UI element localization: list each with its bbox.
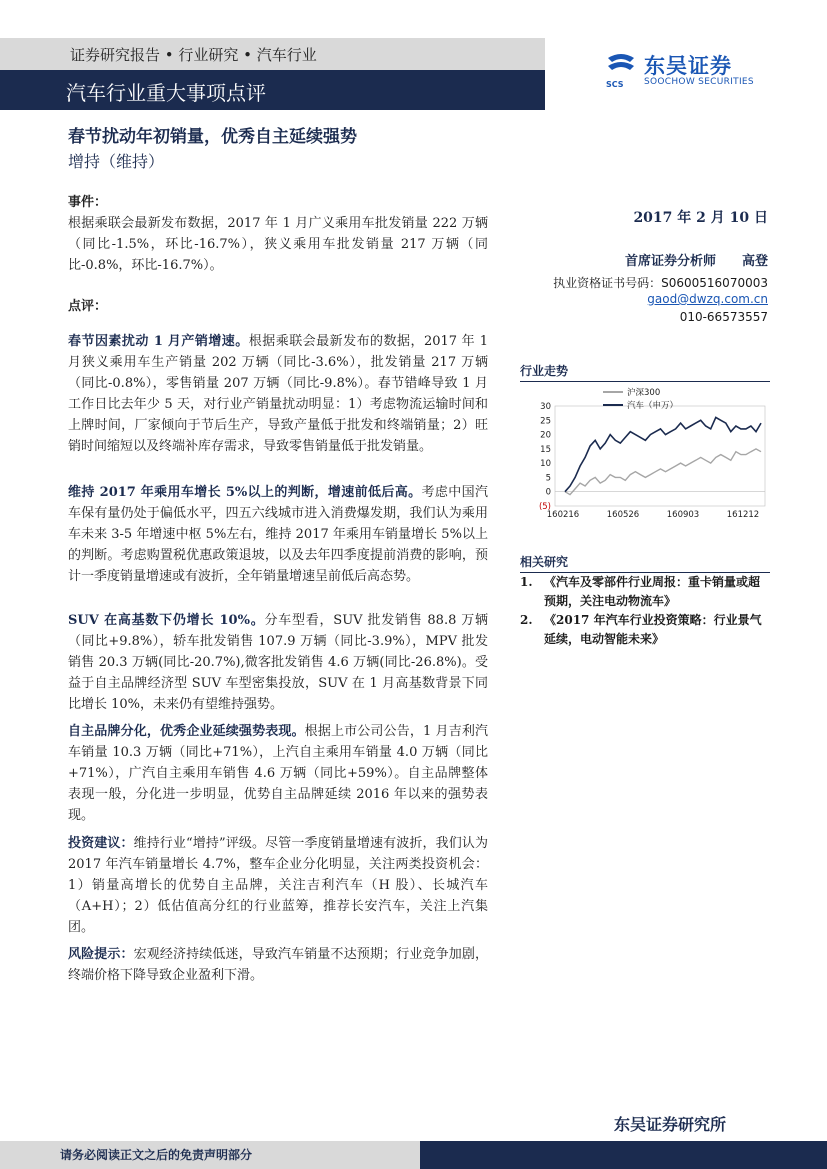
paragraph-5-lead: 投资建议： bbox=[68, 836, 134, 851]
event-label: 事件： bbox=[68, 195, 108, 210]
analyst-email-link[interactable]: gaod@dwzq.com.cn bbox=[647, 292, 768, 306]
paragraph-3-lead: SUV 在高基数下仍增长 10%。 bbox=[68, 613, 265, 628]
related-item-2-num: 2. bbox=[520, 613, 533, 627]
paragraph-1-lead: 春节因素扰动 1 月产销增速。 bbox=[68, 334, 249, 349]
paragraph-3 bbox=[68, 610, 488, 715]
paragraph-1 bbox=[68, 331, 488, 457]
logo-abbr: SCS bbox=[606, 80, 624, 89]
paragraph-3-body: 分车型看，SUV 批发销售 88.8 万辆（同比+9.8%），轿车批发销售 107.9 万辆（同比-3.9%），MPV 批发销售 20.3 万辆(同比-20.7%),微客批发销售 4.6 万辆(同比-26.8%)。受益于自主品牌经济型 SUV 车型密集投放，SUV 在 1 月高基数背景下同比增长 10%，未来仍有望维持强势。 bbox=[68, 613, 489, 712]
chart-y-tick-label: 15 bbox=[540, 444, 551, 455]
footer-org: 东吴证券研究所 bbox=[614, 1115, 727, 1134]
header-category-bar bbox=[0, 38, 545, 70]
paragraph-2 bbox=[68, 482, 488, 587]
analyst-phone: 010-66573557 bbox=[679, 310, 768, 324]
logo-name-en: SOOCHOW SECURITIES bbox=[644, 77, 754, 87]
footer-disclaimer: 请务必阅读正文之后的免责声明部分 bbox=[60, 1148, 253, 1162]
event-text: 根据乘联会最新发布数据，2017 年 1 月广义乘用车批发销量 222 万辆（同比-1.5%，环比-16.7%），狭义乘用车批发销量 217 万辆（同比-0.8%，环比-16.7%）。 bbox=[68, 216, 488, 273]
paragraph-4-body: 根据上市公司公告，1 月吉利汽车销量 10.3 万辆（同比+71%），上汽自主乘用车销量 4.0 万辆（同比+71%），广汽自主乘用车销售 4.6 万辆（同比+59%）。自主品牌整体表现一般，分化进一步明显，优势自主品牌延续 2016 年以来的强势表现。 bbox=[68, 724, 488, 823]
chart-y-tick-label: 25 bbox=[540, 416, 551, 427]
event-section bbox=[68, 192, 488, 276]
paragraph-2-body: 考虑中国汽车保有量仍处于偏低水平，四五六线城市进入消费爆发期，我们认为乘用车未来 3-5 年增速中枢 5%左右，维持 2017 年乘用车销量增长 5%以上的判断。考虑购置税优惠政策退坡，以及去年四季度提前消费的影响，预计一季度销量增速或有波折，全年销量增速呈前低后高态势。 bbox=[68, 485, 488, 584]
chart-y-tick-label: 30 bbox=[540, 402, 551, 412]
chart-series-line-1 bbox=[565, 449, 761, 495]
logo-name-cn: 东吴证券 bbox=[644, 54, 732, 78]
chart-x-tick-label: 160526 bbox=[606, 510, 640, 520]
comment-label: 点评： bbox=[68, 299, 108, 314]
chart-x-tick-label: 161212 bbox=[726, 510, 760, 520]
chart-y-tick-label: (5) bbox=[538, 502, 551, 512]
chart-y-tick-label: 5 bbox=[545, 473, 551, 484]
email-line bbox=[520, 292, 768, 306]
paragraph-6 bbox=[68, 944, 488, 986]
logo-mark-icon bbox=[604, 50, 638, 84]
chart-legend-label-2: 汽车（申万） bbox=[627, 401, 679, 411]
paragraph-6-lead: 风险提示： bbox=[68, 947, 134, 962]
related-item-1-num: 1. bbox=[520, 575, 533, 589]
paragraph-5-body: 维持行业“增持”评级。尽管一季度销量增速有波折，我们认为 2017 年汽车销量增长 4.7%，整车企业分化明显，关注两类投资机会：1）销量高增长的优势自主品牌，关注吉利汽车（H 股）、长城汽车（A+H）；2）低估值高分红的行业蓝筹，推荐长安汽车，关注上汽集团。 bbox=[68, 836, 488, 935]
paragraph-5 bbox=[68, 833, 488, 938]
trend-section-header: 行业走势 bbox=[520, 362, 770, 382]
chart-series-line-2 bbox=[565, 417, 761, 491]
header-report-type-bar bbox=[0, 70, 545, 110]
company-logo bbox=[604, 50, 774, 92]
paragraph-4-lead: 自主品牌分化，优秀企业延续强势表现。 bbox=[68, 724, 305, 739]
report-date: 2017 年 2 月 10 日 bbox=[633, 210, 768, 226]
chart-y-tick-label: 20 bbox=[540, 430, 551, 441]
related-item-1-text: 《汽车及零部件行业周报：重卡销量或超预期，关注电动物流车》 bbox=[544, 575, 761, 608]
chart-x-tick-label: 160216 bbox=[546, 510, 580, 520]
paragraph-6-body: 宏观经济持续低迷，导致汽车销量不达预期；行业竞争加剧，终端价格下降导致企业盈利下滑。 bbox=[68, 947, 488, 983]
chart-legend-label-1: 沪深300 bbox=[627, 388, 661, 398]
header-category: 证券研究报告 • 行业研究 • 汽车行业 bbox=[70, 46, 317, 64]
report-rating: 增持（维持） bbox=[68, 152, 165, 171]
paragraph-2-lead: 维持 2017 年乘用车增长 5%以上的判断，增速前低后高。 bbox=[68, 485, 422, 500]
paragraph-1-body: 根据乘联会最新发布的数据，2017 年 1 月狭义乘用车生产销量 202 万辆（同比-3.6%），批发销量 217 万辆（同比-0.8%），零售销量 207 万辆（同比-9.8%）。春节错峰导致 1 月工作日比去年少 5 天，对行业产销量扰动明显：1）考虑物流运输时间和上牌时间，厂家倾向于节后生产，导致产量低于批发和终端销量；2）旺销时间缩短以及终端补库存需求，导致零售销量低于批发销量。 bbox=[68, 334, 488, 454]
paragraph-4 bbox=[68, 721, 488, 826]
industry-trend-chart bbox=[515, 384, 775, 534]
chart-y-tick-label: 0 bbox=[545, 487, 551, 498]
report-title: 春节扰动年初销量，优秀自主延续强势 bbox=[68, 127, 357, 147]
chart-y-tick-label: 10 bbox=[540, 459, 551, 470]
analyst-name: 首席证券分析师 高登 bbox=[624, 254, 768, 269]
chart-x-tick-label: 160903 bbox=[666, 510, 700, 520]
footer-bar bbox=[0, 1141, 827, 1169]
related-item-2[interactable] bbox=[520, 611, 770, 649]
related-item-2-text: 《2017 年汽车行业投资策略：行业景气延续，电动智能未来》 bbox=[544, 613, 762, 646]
header-report-type: 汽车行业重大事项点评 bbox=[66, 81, 266, 105]
related-section-header: 相关研究 bbox=[520, 553, 770, 573]
related-item-1[interactable] bbox=[520, 573, 770, 611]
license-number: 执业资格证书号码：S0600516070003 bbox=[553, 276, 768, 290]
